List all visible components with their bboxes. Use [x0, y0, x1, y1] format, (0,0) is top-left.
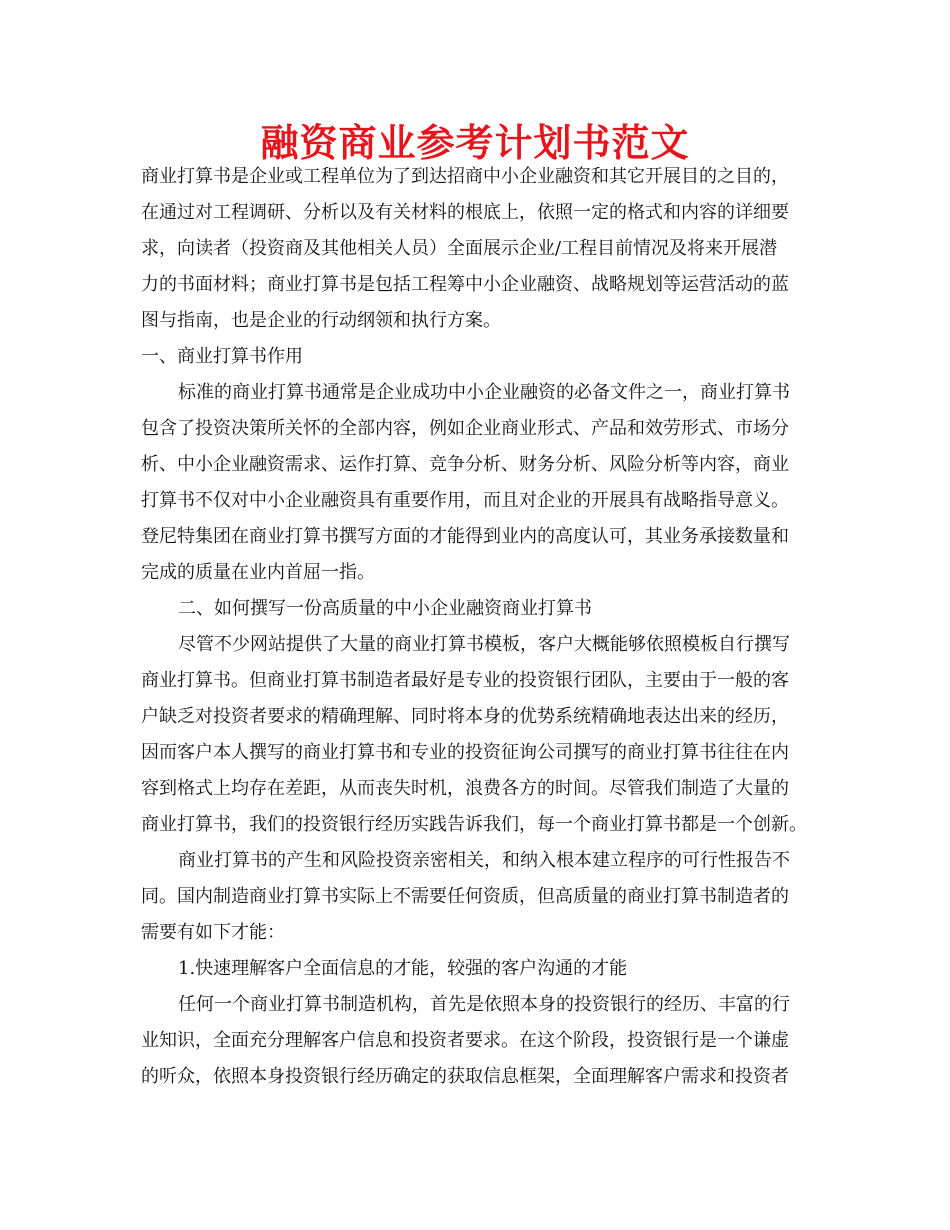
paragraph-line: 在通过对工程调研、分析以及有关材料的根底上，依照一定的格式和内容的详细要	[141, 202, 789, 223]
paragraph-line: 包含了投资决策所关怀的全部内容，例如企业商业形式、产品和效劳形式、市场分	[141, 418, 789, 439]
paragraph-line: 商业打算书。但商业打算书制造者最好是专业的投资银行团队，主要由于一般的客	[141, 670, 789, 691]
paragraph-line: 的听众，依照本身投资银行经历确定的获取信息框架，全面理解客户需求和投资者	[141, 1066, 789, 1087]
paragraph-line: 尽管不少网站提供了大量的商业打算书模板，客户大概能够依照模板自行撰写	[178, 634, 790, 655]
paragraph-line: 业知识，全面充分理解客户信息和投资者要求。在这个阶段，投资银行是一个谦虚	[141, 1030, 789, 1051]
section-heading: 二、如何撰写一份高质量的中小企业融资商业打算书	[178, 598, 592, 619]
paragraph-line: 标准的商业打算书通常是企业成功中小企业融资的必备文件之一，商业打算书	[178, 382, 790, 403]
paragraph-line: 同。国内制造商业打算书实际上不需要任何资质，但高质量的商业打算书制造者的	[141, 886, 789, 907]
paragraph-line: 任何一个商业打算书制造机构，首先是依照本身的投资银行的经历、丰富的行	[178, 994, 790, 1015]
paragraph-line: 力的书面材料；商业打算书是包括工程筹中小企业融资、战略规划等运营活动的蓝	[141, 274, 789, 295]
paragraph-line: 商业打算书的产生和风险投资亲密相关，和纳入根本建立程序的可行性报告不	[178, 850, 790, 871]
document-title: 融资商业参考计划书范文	[260, 120, 690, 165]
paragraph-line: 登尼特集团在商业打算书撰写方面的才能得到业内的高度认可，其业务承接数量和	[141, 526, 789, 547]
paragraph-line: 商业打算书是企业或工程单位为了到达招商中小企业融资和其它开展目的之目的，	[141, 166, 789, 187]
paragraph-line: 户缺乏对投资者要求的精确理解、同时将本身的优势系统精确地表达出来的经历，	[141, 706, 789, 727]
paragraph-line: 析、中小企业融资需求、运作打算、竞争分析、财务分析、风险分析等内容，商业	[141, 454, 789, 475]
paragraph-line: 容到格式上均存在差距，从而丧失时机，浪费各方的时间。尽管我们制造了大量的	[141, 778, 789, 799]
paragraph-line: 因而客户本人撰写的商业打算书和专业的投资征询公司撰写的商业打算书往往在内	[141, 742, 789, 763]
paragraph-line: 图与指南，也是企业的行动纲领和执行方案。	[141, 310, 501, 331]
section-heading: 一、商业打算书作用	[141, 346, 303, 367]
subsection-heading: 1.快速理解客户全面信息的才能，较强的客户沟通的才能	[178, 958, 628, 979]
paragraph-line: 商业打算书，我们的投资银行经历实践告诉我们，每一个商业打算书都是一个创新。	[141, 814, 807, 835]
paragraph-line: 求，向读者（投资商及其他相关人员）全面展示企业/工程目前情况及将来开展潜	[141, 238, 778, 259]
paragraph-line: 打算书不仅对中小企业融资具有重要作用，而且对企业的开展具有战略指导意义。	[141, 490, 789, 511]
paragraph-line: 完成的质量在业内首屈一指。	[141, 562, 375, 583]
paragraph-line: 需要有如下才能：	[141, 922, 285, 943]
